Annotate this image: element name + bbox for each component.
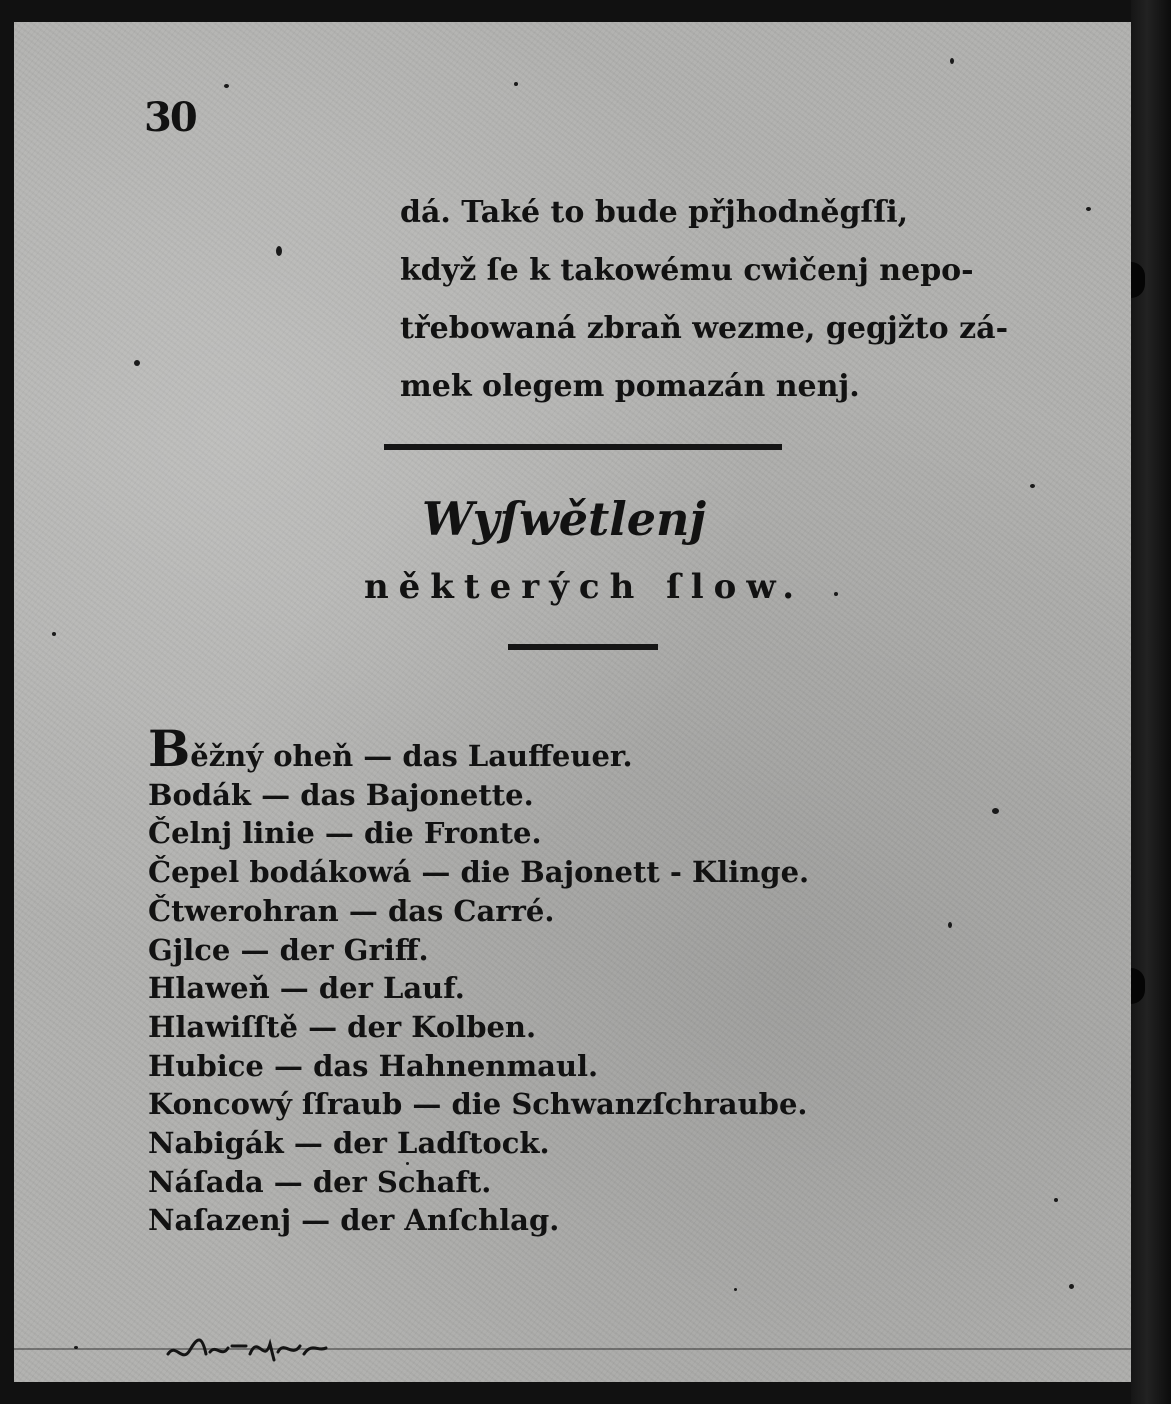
glossary-entry: Náſada — der Schaft. bbox=[148, 1164, 492, 1199]
glossary-entry: Hubice — das Hahnenmaul. bbox=[148, 1048, 599, 1083]
paragraph-line: mek olegem pomazán nenj. bbox=[400, 369, 860, 404]
paragraph-line: třebowaná zbraň wezme, gegjžto zá- bbox=[400, 311, 1009, 346]
glossary-entry: Čepel bodákowá — die Bajonett - Klinge. bbox=[148, 855, 810, 890]
section-subheading: některých ſlow. bbox=[363, 567, 805, 607]
paragraph-line: když ſe k takowému cwičenj nepo- bbox=[400, 253, 974, 288]
glossary-entry: Bodák — das Bajonette. bbox=[148, 777, 534, 812]
section-heading: Wyſwětlenj bbox=[421, 492, 707, 546]
paragraph-line: dá. Také to bude přjhodněgſſi, bbox=[400, 195, 909, 230]
glossary-entry: Hlawiſſtě — der Kolben. bbox=[148, 1009, 537, 1044]
glossary-entry: Naſazenj — der Anſchlag. bbox=[148, 1203, 560, 1238]
edge-notch bbox=[1131, 968, 1145, 1004]
edge-notch bbox=[1131, 262, 1145, 298]
glossary-entry: Čtwerohran — das Carré. bbox=[148, 893, 555, 928]
glossary-entry: Gjlce — der Griff. bbox=[148, 932, 429, 967]
glossary-list bbox=[148, 719, 948, 1240]
paragraph bbox=[400, 184, 1020, 416]
section-divider bbox=[384, 444, 782, 450]
glossary-entry: Běžný oheň — das Lauffeuer. bbox=[148, 719, 633, 778]
handwritten-signature bbox=[166, 1324, 336, 1374]
glossary-entry: Hlaweň — der Lauf. bbox=[148, 971, 465, 1006]
glossary-entry: Koncowý ſſraub — die Schwanzſchraube. bbox=[148, 1087, 808, 1122]
right-page-edge bbox=[1131, 0, 1171, 1404]
glossary-entry: Čelnj linie — die Fronte. bbox=[148, 816, 542, 851]
book-page bbox=[14, 22, 1131, 1382]
glossary-entry: Nabigák — der Ladſtock. bbox=[148, 1126, 550, 1161]
page-number: 30 bbox=[144, 94, 196, 141]
heading-divider bbox=[508, 644, 658, 650]
